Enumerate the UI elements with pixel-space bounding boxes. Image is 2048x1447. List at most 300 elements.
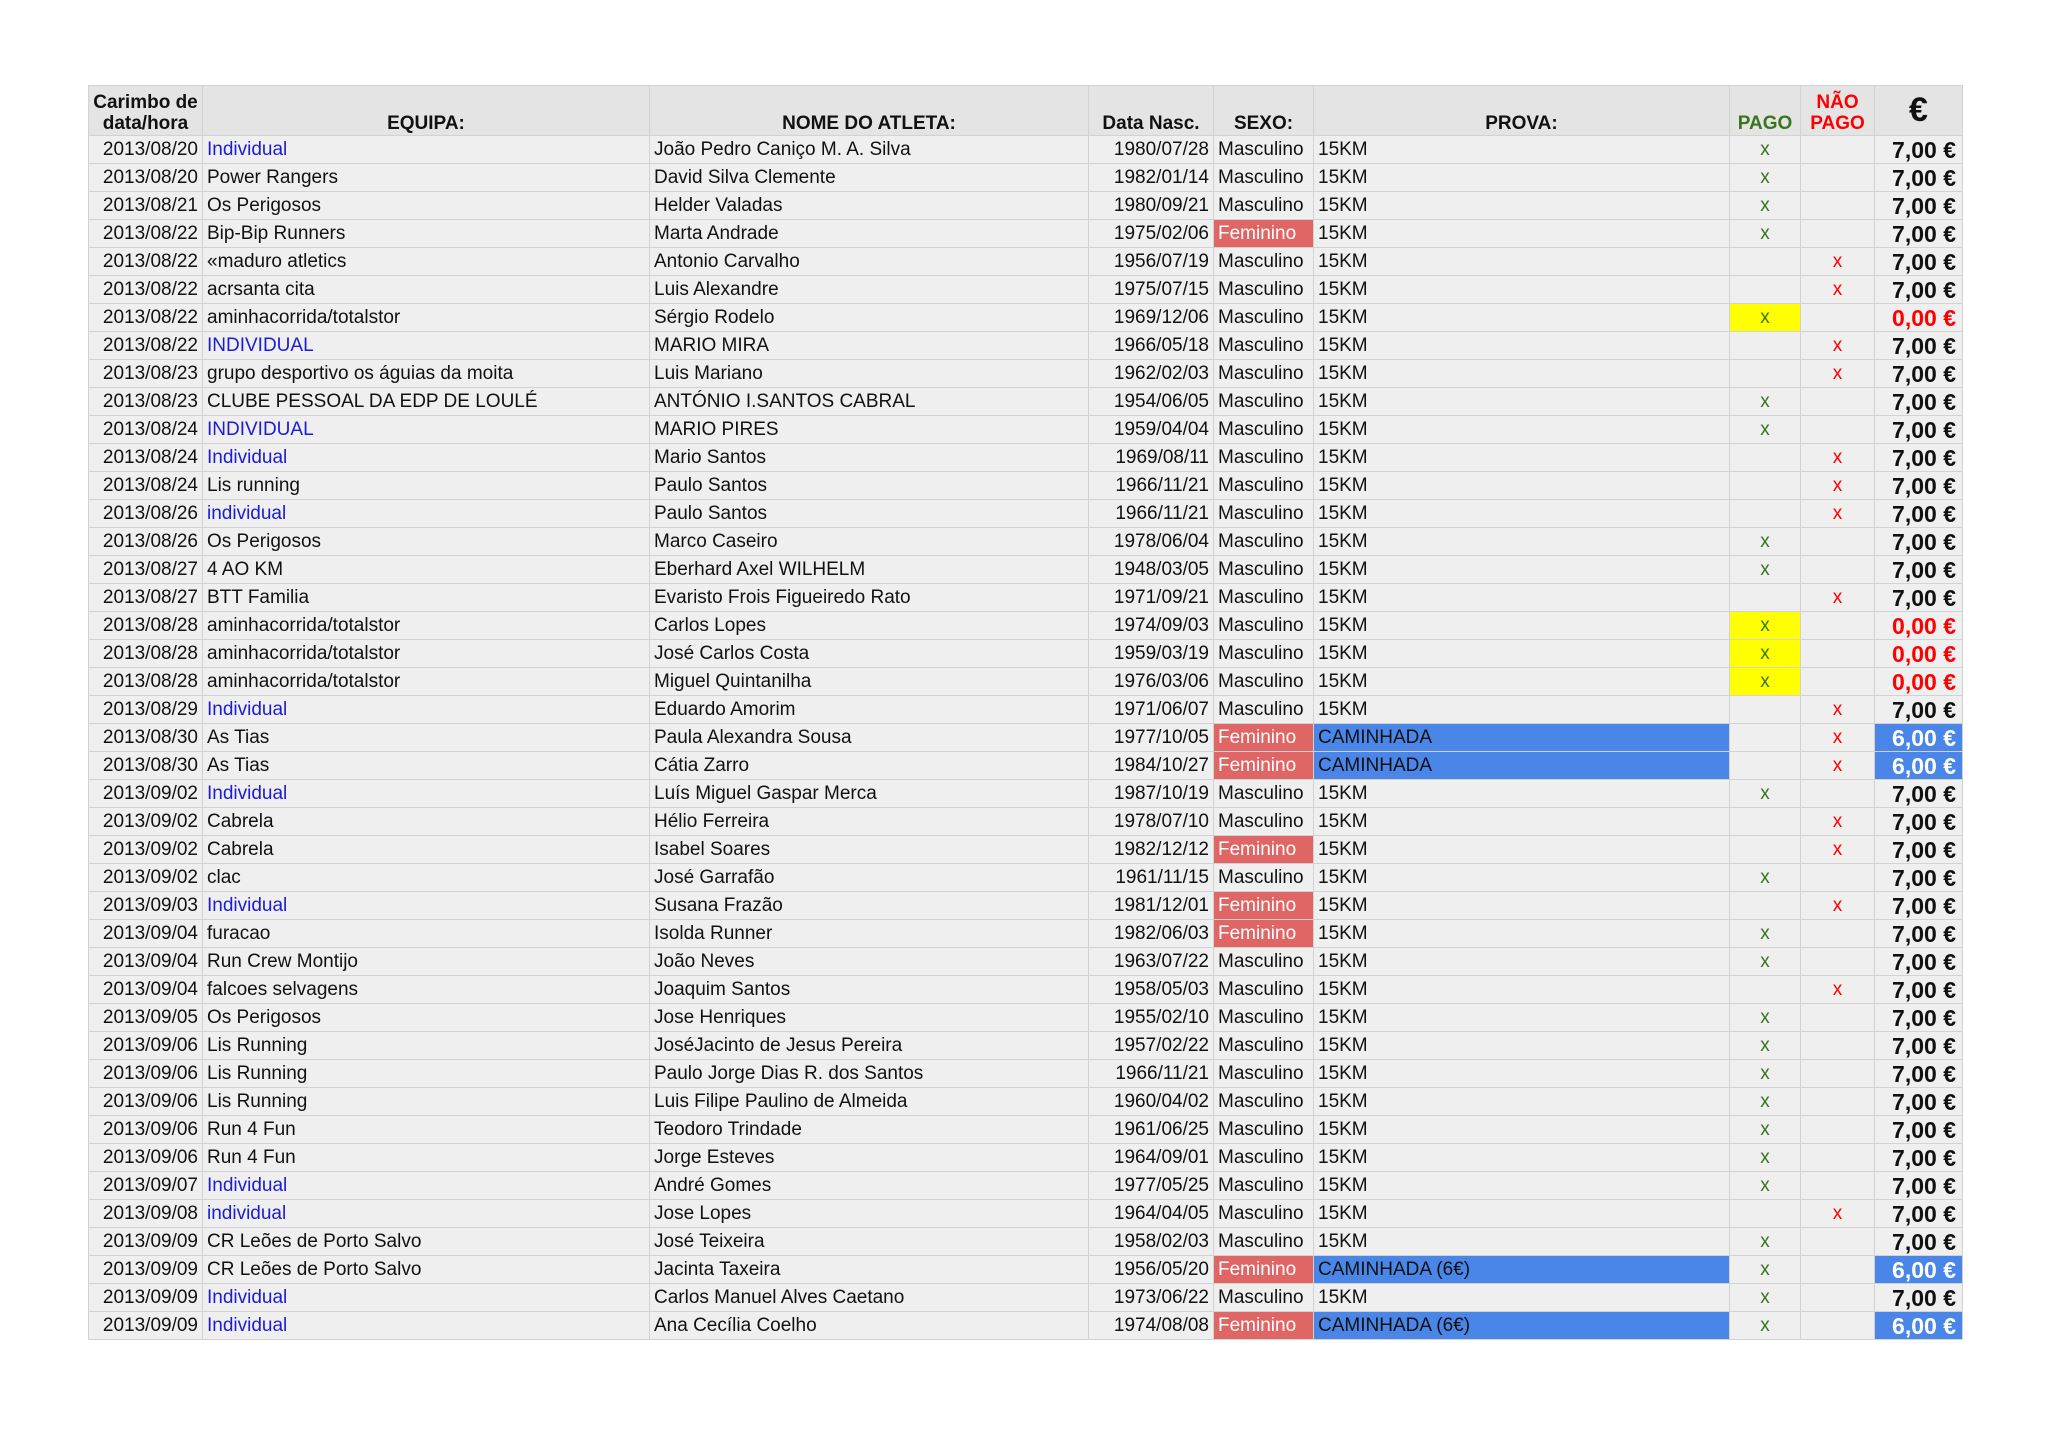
sex-cell: Feminino: [1214, 1312, 1314, 1340]
timestamp-cell: 2013/08/30: [89, 752, 203, 780]
unpaid-mark-cell: [1801, 388, 1875, 416]
sex-cell: Masculino: [1214, 808, 1314, 836]
athlete-name-cell: Luis Filipe Paulino de Almeida: [650, 1088, 1089, 1116]
table-row: [89, 164, 1963, 192]
unpaid-mark-cell: [1801, 948, 1875, 976]
paid-mark-cell: x: [1730, 192, 1801, 220]
team-cell: Lis running: [203, 472, 650, 500]
paid-mark-cell: [1730, 360, 1801, 388]
amount-cell: 7,00 €: [1875, 472, 1963, 500]
athlete-name-cell: Antonio Carvalho: [650, 248, 1089, 276]
unpaid-mark-cell: x: [1801, 360, 1875, 388]
table-row: [89, 1284, 1963, 1312]
birth-date-cell: 1960/04/02: [1089, 1088, 1214, 1116]
amount-cell: 0,00 €: [1875, 304, 1963, 332]
team-cell: Os Perigosos: [203, 192, 650, 220]
sex-cell: Feminino: [1214, 836, 1314, 864]
race-cell: 15KM: [1314, 1144, 1730, 1172]
amount-cell: 7,00 €: [1875, 1088, 1963, 1116]
paid-mark-cell: x: [1730, 1284, 1801, 1312]
sex-cell: Masculino: [1214, 864, 1314, 892]
team-cell: Lis Running: [203, 1060, 650, 1088]
table-row: [89, 1116, 1963, 1144]
paid-mark-cell: [1730, 724, 1801, 752]
table-row: [89, 1004, 1963, 1032]
birth-date-cell: 1969/12/06: [1089, 304, 1214, 332]
athlete-name-cell: Paulo Santos: [650, 500, 1089, 528]
header-athlete-name: NOME DO ATLETA:: [650, 86, 1089, 136]
paid-mark-cell: [1730, 1200, 1801, 1228]
amount-cell: 7,00 €: [1875, 136, 1963, 164]
birth-date-cell: 1973/06/22: [1089, 1284, 1214, 1312]
table-row: [89, 640, 1963, 668]
athlete-name-cell: MARIO PIRES: [650, 416, 1089, 444]
table-row: [89, 528, 1963, 556]
team-cell: Power Rangers: [203, 164, 650, 192]
team-cell: Individual: [203, 1284, 650, 1312]
table-row: [89, 836, 1963, 864]
paid-mark-cell: x: [1730, 556, 1801, 584]
paid-mark-cell: x: [1730, 1312, 1801, 1340]
paid-mark-cell: x: [1730, 388, 1801, 416]
timestamp-cell: 2013/08/28: [89, 612, 203, 640]
paid-mark-cell: [1730, 500, 1801, 528]
birth-date-cell: 1966/05/18: [1089, 332, 1214, 360]
table-row: [89, 248, 1963, 276]
sex-cell: Masculino: [1214, 1200, 1314, 1228]
timestamp-cell: 2013/09/09: [89, 1284, 203, 1312]
amount-cell: 7,00 €: [1875, 500, 1963, 528]
table-row: [89, 136, 1963, 164]
race-cell: 15KM: [1314, 1200, 1730, 1228]
athlete-name-cell: Jorge Esteves: [650, 1144, 1089, 1172]
table-row: [89, 696, 1963, 724]
table-row: [89, 1256, 1963, 1284]
paid-mark-cell: [1730, 808, 1801, 836]
team-cell: acrsanta cita: [203, 276, 650, 304]
unpaid-mark-cell: [1801, 1312, 1875, 1340]
athlete-name-cell: João Neves: [650, 948, 1089, 976]
amount-cell: 7,00 €: [1875, 808, 1963, 836]
sex-cell: Masculino: [1214, 556, 1314, 584]
team-cell: CR Leões de Porto Salvo: [203, 1228, 650, 1256]
birth-date-cell: 1975/02/06: [1089, 220, 1214, 248]
team-cell: aminhacorrida/totalstor: [203, 668, 650, 696]
amount-cell: 7,00 €: [1875, 444, 1963, 472]
table-row: [89, 444, 1963, 472]
table-row: [89, 276, 1963, 304]
paid-mark-cell: x: [1730, 1228, 1801, 1256]
race-cell: 15KM: [1314, 556, 1730, 584]
timestamp-cell: 2013/08/24: [89, 416, 203, 444]
team-cell: aminhacorrida/totalstor: [203, 640, 650, 668]
athlete-name-cell: Hélio Ferreira: [650, 808, 1089, 836]
unpaid-mark-cell: x: [1801, 1200, 1875, 1228]
race-cell: 15KM: [1314, 416, 1730, 444]
paid-mark-cell: x: [1730, 304, 1801, 332]
birth-date-cell: 1955/02/10: [1089, 1004, 1214, 1032]
amount-cell: 7,00 €: [1875, 248, 1963, 276]
team-cell: Run 4 Fun: [203, 1116, 650, 1144]
header-unpaid: NÃO PAGO: [1801, 86, 1875, 136]
sex-cell: Feminino: [1214, 920, 1314, 948]
athlete-name-cell: Sérgio Rodelo: [650, 304, 1089, 332]
race-cell: 15KM: [1314, 500, 1730, 528]
sex-cell: Masculino: [1214, 584, 1314, 612]
timestamp-cell: 2013/08/26: [89, 528, 203, 556]
athlete-name-cell: Eberhard Axel WILHELM: [650, 556, 1089, 584]
athlete-name-cell: Teodoro Trindade: [650, 1116, 1089, 1144]
sex-cell: Masculino: [1214, 1004, 1314, 1032]
amount-cell: 7,00 €: [1875, 1060, 1963, 1088]
unpaid-mark-cell: [1801, 1088, 1875, 1116]
timestamp-cell: 2013/08/21: [89, 192, 203, 220]
unpaid-mark-cell: x: [1801, 444, 1875, 472]
unpaid-mark-cell: [1801, 1172, 1875, 1200]
birth-date-cell: 1948/03/05: [1089, 556, 1214, 584]
paid-mark-cell: x: [1730, 136, 1801, 164]
race-cell: 15KM: [1314, 136, 1730, 164]
sex-cell: Masculino: [1214, 528, 1314, 556]
amount-cell: 7,00 €: [1875, 584, 1963, 612]
sex-cell: Masculino: [1214, 780, 1314, 808]
unpaid-mark-cell: [1801, 556, 1875, 584]
unpaid-mark-cell: [1801, 528, 1875, 556]
athlete-name-cell: Evaristo Frois Figueiredo Rato: [650, 584, 1089, 612]
race-cell: 15KM: [1314, 528, 1730, 556]
timestamp-cell: 2013/08/24: [89, 444, 203, 472]
team-cell: Individual: [203, 780, 650, 808]
timestamp-cell: 2013/09/06: [89, 1088, 203, 1116]
amount-cell: 7,00 €: [1875, 1200, 1963, 1228]
athlete-name-cell: Paulo Jorge Dias R. dos Santos: [650, 1060, 1089, 1088]
table-row: [89, 1032, 1963, 1060]
timestamp-cell: 2013/08/26: [89, 500, 203, 528]
unpaid-mark-cell: [1801, 1032, 1875, 1060]
team-cell: Cabrela: [203, 808, 650, 836]
race-cell: 15KM: [1314, 332, 1730, 360]
timestamp-cell: 2013/08/22: [89, 248, 203, 276]
race-cell: 15KM: [1314, 1116, 1730, 1144]
table-row: [89, 780, 1963, 808]
amount-cell: 6,00 €: [1875, 724, 1963, 752]
athlete-name-cell: MARIO MIRA: [650, 332, 1089, 360]
paid-mark-cell: [1730, 696, 1801, 724]
team-cell: Run 4 Fun: [203, 1144, 650, 1172]
athlete-name-cell: Luís Miguel Gaspar Merca: [650, 780, 1089, 808]
amount-cell: 7,00 €: [1875, 388, 1963, 416]
table-row: [89, 1312, 1963, 1340]
team-cell: Individual: [203, 1312, 650, 1340]
timestamp-cell: 2013/08/20: [89, 164, 203, 192]
sex-cell: Masculino: [1214, 500, 1314, 528]
unpaid-mark-cell: [1801, 668, 1875, 696]
paid-mark-cell: x: [1730, 780, 1801, 808]
amount-cell: 7,00 €: [1875, 1172, 1963, 1200]
birth-date-cell: 1961/06/25: [1089, 1116, 1214, 1144]
athlete-name-cell: Jacinta Taxeira: [650, 1256, 1089, 1284]
timestamp-cell: 2013/09/06: [89, 1032, 203, 1060]
amount-cell: 7,00 €: [1875, 696, 1963, 724]
timestamp-cell: 2013/08/22: [89, 332, 203, 360]
race-cell: 15KM: [1314, 836, 1730, 864]
birth-date-cell: 1982/01/14: [1089, 164, 1214, 192]
birth-date-cell: 1982/12/12: [1089, 836, 1214, 864]
unpaid-mark-cell: [1801, 612, 1875, 640]
birth-date-cell: 1974/08/08: [1089, 1312, 1214, 1340]
timestamp-cell: 2013/09/02: [89, 864, 203, 892]
sex-cell: Masculino: [1214, 444, 1314, 472]
birth-date-cell: 1961/11/15: [1089, 864, 1214, 892]
table-row: [89, 948, 1963, 976]
sex-cell: Masculino: [1214, 948, 1314, 976]
paid-mark-cell: [1730, 248, 1801, 276]
unpaid-mark-cell: [1801, 1004, 1875, 1032]
paid-mark-cell: x: [1730, 1060, 1801, 1088]
paid-mark-cell: [1730, 472, 1801, 500]
race-cell: 15KM: [1314, 220, 1730, 248]
table-row: [89, 724, 1963, 752]
race-cell: 15KM: [1314, 444, 1730, 472]
table-row: [89, 500, 1963, 528]
race-cell: 15KM: [1314, 668, 1730, 696]
team-cell: Bip-Bip Runners: [203, 220, 650, 248]
race-cell: 15KM: [1314, 864, 1730, 892]
race-cell: 15KM: [1314, 1228, 1730, 1256]
timestamp-cell: 2013/09/05: [89, 1004, 203, 1032]
table-row: [89, 612, 1963, 640]
sex-cell: Masculino: [1214, 332, 1314, 360]
race-cell: CAMINHADA: [1314, 724, 1730, 752]
athlete-name-cell: Eduardo Amorim: [650, 696, 1089, 724]
race-cell: 15KM: [1314, 780, 1730, 808]
team-cell: Individual: [203, 892, 650, 920]
table-row: [89, 584, 1963, 612]
unpaid-mark-cell: x: [1801, 276, 1875, 304]
birth-date-cell: 1956/07/19: [1089, 248, 1214, 276]
unpaid-mark-cell: [1801, 920, 1875, 948]
amount-cell: 7,00 €: [1875, 528, 1963, 556]
table-row: [89, 192, 1963, 220]
sex-cell: Masculino: [1214, 1032, 1314, 1060]
birth-date-cell: 1977/10/05: [1089, 724, 1214, 752]
sex-cell: Feminino: [1214, 220, 1314, 248]
birth-date-cell: 1984/10/27: [1089, 752, 1214, 780]
athlete-name-cell: Jose Henriques: [650, 1004, 1089, 1032]
table-row: [89, 1144, 1963, 1172]
athlete-name-cell: Joaquim Santos: [650, 976, 1089, 1004]
birth-date-cell: 1978/06/04: [1089, 528, 1214, 556]
timestamp-cell: 2013/08/22: [89, 276, 203, 304]
timestamp-cell: 2013/09/09: [89, 1256, 203, 1284]
timestamp-cell: 2013/08/23: [89, 388, 203, 416]
table-row: [89, 360, 1963, 388]
birth-date-cell: 1971/09/21: [1089, 584, 1214, 612]
sex-cell: Masculino: [1214, 416, 1314, 444]
amount-cell: 6,00 €: [1875, 752, 1963, 780]
paid-mark-cell: x: [1730, 1116, 1801, 1144]
unpaid-mark-cell: x: [1801, 500, 1875, 528]
amount-cell: 7,00 €: [1875, 332, 1963, 360]
race-cell: 15KM: [1314, 276, 1730, 304]
paid-mark-cell: [1730, 976, 1801, 1004]
unpaid-mark-cell: x: [1801, 892, 1875, 920]
table-row: [89, 332, 1963, 360]
athlete-name-cell: Mario Santos: [650, 444, 1089, 472]
timestamp-cell: 2013/08/22: [89, 304, 203, 332]
sex-cell: Masculino: [1214, 276, 1314, 304]
sex-cell: Masculino: [1214, 472, 1314, 500]
race-cell: 15KM: [1314, 388, 1730, 416]
team-cell: Cabrela: [203, 836, 650, 864]
table-row: [89, 472, 1963, 500]
paid-mark-cell: x: [1730, 220, 1801, 248]
birth-date-cell: 1966/11/21: [1089, 472, 1214, 500]
athlete-name-cell: Luis Mariano: [650, 360, 1089, 388]
amount-cell: 7,00 €: [1875, 220, 1963, 248]
unpaid-mark-cell: x: [1801, 248, 1875, 276]
team-cell: INDIVIDUAL: [203, 332, 650, 360]
birth-date-cell: 1959/03/19: [1089, 640, 1214, 668]
amount-cell: 7,00 €: [1875, 1116, 1963, 1144]
team-cell: «maduro atletics: [203, 248, 650, 276]
team-cell: CR Leões de Porto Salvo: [203, 1256, 650, 1284]
race-cell: 15KM: [1314, 584, 1730, 612]
paid-mark-cell: [1730, 836, 1801, 864]
team-cell: individual: [203, 1200, 650, 1228]
athlete-name-cell: Paula Alexandra Sousa: [650, 724, 1089, 752]
header-team: EQUIPA:: [203, 86, 650, 136]
table-row: [89, 976, 1963, 1004]
amount-cell: 6,00 €: [1875, 1256, 1963, 1284]
athlete-name-cell: Jose Lopes: [650, 1200, 1089, 1228]
birth-date-cell: 1975/07/15: [1089, 276, 1214, 304]
sex-cell: Masculino: [1214, 1284, 1314, 1312]
table-row: [89, 1172, 1963, 1200]
paid-mark-cell: x: [1730, 1032, 1801, 1060]
unpaid-mark-cell: [1801, 1060, 1875, 1088]
sex-cell: Masculino: [1214, 304, 1314, 332]
unpaid-mark-cell: x: [1801, 752, 1875, 780]
team-cell: grupo desportivo os águias da moita: [203, 360, 650, 388]
birth-date-cell: 1956/05/20: [1089, 1256, 1214, 1284]
birth-date-cell: 1964/04/05: [1089, 1200, 1214, 1228]
birth-date-cell: 1987/10/19: [1089, 780, 1214, 808]
race-cell: 15KM: [1314, 304, 1730, 332]
paid-mark-cell: [1730, 752, 1801, 780]
athlete-name-cell: ANTÓNIO I.SANTOS CABRAL: [650, 388, 1089, 416]
athlete-name-cell: Isolda Runner: [650, 920, 1089, 948]
timestamp-cell: 2013/08/24: [89, 472, 203, 500]
table-row: [89, 220, 1963, 248]
sex-cell: Feminino: [1214, 724, 1314, 752]
race-cell: 15KM: [1314, 892, 1730, 920]
paid-mark-cell: x: [1730, 920, 1801, 948]
sex-cell: Masculino: [1214, 1144, 1314, 1172]
birth-date-cell: 1963/07/22: [1089, 948, 1214, 976]
athlete-name-cell: David Silva Clemente: [650, 164, 1089, 192]
race-cell: CAMINHADA (6€): [1314, 1312, 1730, 1340]
paid-mark-cell: x: [1730, 1172, 1801, 1200]
timestamp-cell: 2013/08/29: [89, 696, 203, 724]
birth-date-cell: 1977/05/25: [1089, 1172, 1214, 1200]
team-cell: Individual: [203, 136, 650, 164]
race-cell: 15KM: [1314, 360, 1730, 388]
timestamp-cell: 2013/09/02: [89, 808, 203, 836]
athlete-name-cell: Luis Alexandre: [650, 276, 1089, 304]
athlete-name-cell: Carlos Lopes: [650, 612, 1089, 640]
paid-mark-cell: x: [1730, 612, 1801, 640]
sex-cell: Masculino: [1214, 976, 1314, 1004]
paid-mark-cell: [1730, 332, 1801, 360]
table-row: [89, 388, 1963, 416]
unpaid-mark-cell: x: [1801, 584, 1875, 612]
timestamp-cell: 2013/08/28: [89, 640, 203, 668]
race-cell: 15KM: [1314, 1032, 1730, 1060]
athlete-name-cell: José Garrafão: [650, 864, 1089, 892]
sex-cell: Masculino: [1214, 248, 1314, 276]
race-cell: 15KM: [1314, 640, 1730, 668]
table-row: [89, 920, 1963, 948]
amount-cell: 7,00 €: [1875, 1284, 1963, 1312]
amount-cell: 7,00 €: [1875, 920, 1963, 948]
unpaid-mark-cell: [1801, 164, 1875, 192]
paid-mark-cell: [1730, 276, 1801, 304]
header-sex: SEXO:: [1214, 86, 1314, 136]
birth-date-cell: 1976/03/06: [1089, 668, 1214, 696]
athlete-name-cell: JoséJacinto de Jesus Pereira: [650, 1032, 1089, 1060]
sex-cell: Masculino: [1214, 696, 1314, 724]
team-cell: furacao: [203, 920, 650, 948]
amount-cell: 7,00 €: [1875, 1144, 1963, 1172]
birth-date-cell: 1971/06/07: [1089, 696, 1214, 724]
paid-mark-cell: x: [1730, 1256, 1801, 1284]
timestamp-cell: 2013/08/20: [89, 136, 203, 164]
timestamp-cell: 2013/09/09: [89, 1228, 203, 1256]
sex-cell: Masculino: [1214, 192, 1314, 220]
paid-mark-cell: x: [1730, 948, 1801, 976]
unpaid-mark-cell: x: [1801, 696, 1875, 724]
sex-cell: Masculino: [1214, 1060, 1314, 1088]
team-cell: As Tias: [203, 752, 650, 780]
table-row: [89, 416, 1963, 444]
athlete-name-cell: Miguel Quintanilha: [650, 668, 1089, 696]
header-paid: PAGO: [1730, 86, 1801, 136]
amount-cell: 7,00 €: [1875, 864, 1963, 892]
athlete-name-cell: Isabel Soares: [650, 836, 1089, 864]
sex-cell: Masculino: [1214, 640, 1314, 668]
birth-date-cell: 1980/07/28: [1089, 136, 1214, 164]
unpaid-mark-cell: [1801, 192, 1875, 220]
timestamp-cell: 2013/08/27: [89, 584, 203, 612]
birth-date-cell: 1958/02/03: [1089, 1228, 1214, 1256]
unpaid-mark-cell: [1801, 416, 1875, 444]
paid-mark-cell: x: [1730, 164, 1801, 192]
amount-cell: 7,00 €: [1875, 192, 1963, 220]
unpaid-mark-cell: x: [1801, 976, 1875, 1004]
athlete-name-cell: Cátia Zarro: [650, 752, 1089, 780]
amount-cell: 0,00 €: [1875, 668, 1963, 696]
unpaid-mark-cell: [1801, 1256, 1875, 1284]
timestamp-cell: 2013/08/28: [89, 668, 203, 696]
paid-mark-cell: x: [1730, 1004, 1801, 1032]
birth-date-cell: 1978/07/10: [1089, 808, 1214, 836]
team-cell: Os Perigosos: [203, 528, 650, 556]
header-row: [89, 86, 1963, 136]
header-birth-date: Data Nasc.: [1089, 86, 1214, 136]
sex-cell: Masculino: [1214, 388, 1314, 416]
timestamp-cell: 2013/09/02: [89, 780, 203, 808]
